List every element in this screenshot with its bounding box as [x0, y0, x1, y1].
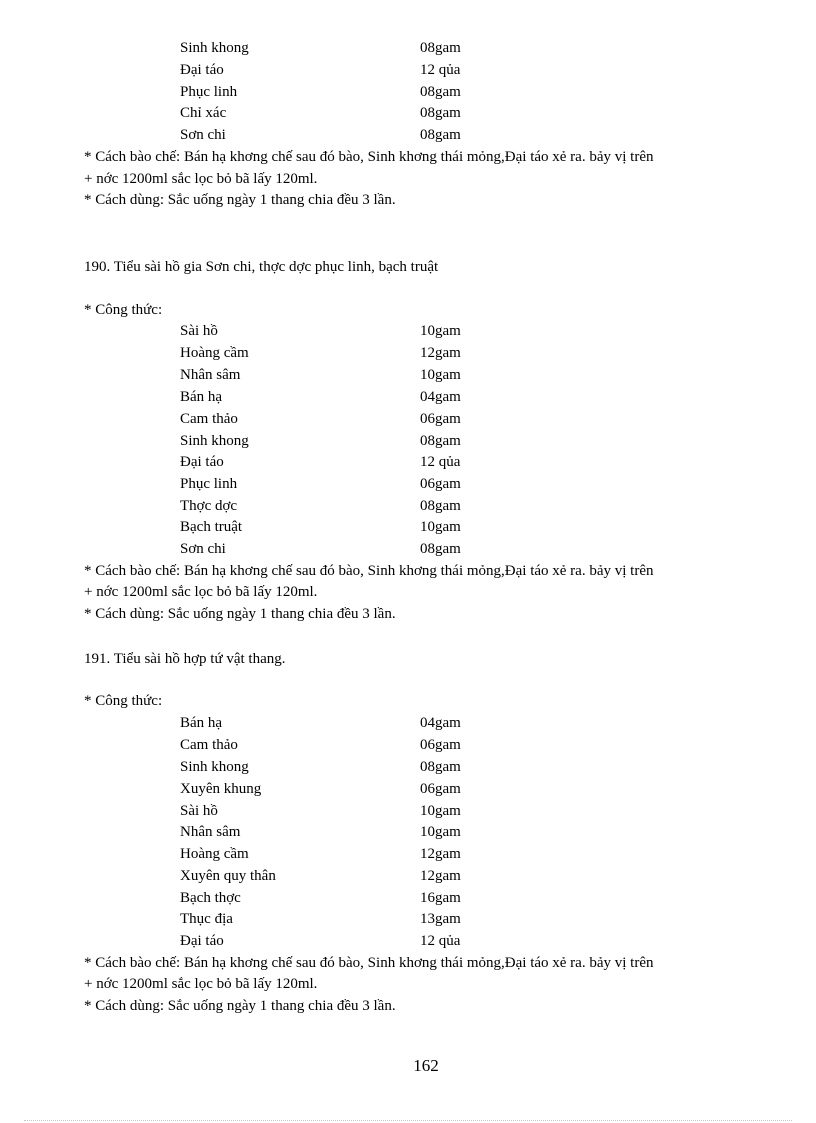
ingredient-row — [0, 887, 816, 909]
ingredient-row — [0, 843, 816, 865]
ingredient-row — [0, 364, 816, 386]
ingredient-name: Xuyên khung — [180, 781, 262, 797]
ingredient-name: Chỉ xác — [180, 105, 227, 121]
ingredient-name: Cam thảo — [180, 737, 238, 753]
ingredient-name: Sài hồ — [180, 803, 218, 819]
ingredient-row — [0, 81, 816, 103]
ingredient-name: Hoàng cầm — [180, 345, 249, 361]
ingredient-qty: 08gam — [420, 105, 461, 121]
ingredient-qty: 06gam — [420, 411, 461, 427]
ingredient-row — [0, 124, 816, 146]
ingredient-qty: 12gam — [420, 846, 461, 862]
ingredient-name: Bạch thợc — [180, 890, 241, 906]
ingredient-name: Phục linh — [180, 84, 238, 100]
ingredient-row — [0, 516, 816, 538]
page-bottom-rule — [24, 1120, 792, 1121]
ingredient-qty: 06gam — [420, 781, 461, 797]
ingredient-row — [0, 37, 816, 59]
recipe-title: 190. Tiểu sài hồ gia Sơn chi, thợc dợc phục linh, bạch truật — [84, 259, 439, 275]
ingredient-qty: 12gam — [420, 345, 461, 361]
ingredient-qty: 08gam — [420, 433, 461, 449]
ingredient-qty: 12 qủa — [420, 933, 461, 949]
ingredient-name: Thục địa — [180, 911, 233, 927]
ingredient-row — [0, 386, 816, 408]
ingredient-row — [0, 930, 816, 952]
ingredient-name: Sài hồ — [180, 323, 218, 339]
ingredient-row — [0, 102, 816, 124]
ingredient-row — [0, 342, 816, 364]
recipe-title: 191. Tiểu sài hồ hợp tứ vật thang. — [84, 651, 286, 667]
ingredient-qty: 10gam — [420, 323, 461, 339]
ingredient-name: Xuyên quy thân — [180, 868, 276, 884]
ingredient-row — [0, 734, 816, 756]
ingredient-name: Bạch truật — [180, 519, 243, 535]
ingredient-name: Sơn chi — [180, 541, 226, 557]
ingredient-row — [0, 800, 816, 822]
ingredient-row — [0, 320, 816, 342]
formula-label: * Công thức: — [84, 302, 163, 318]
ingredient-qty: 08gam — [420, 40, 461, 56]
ingredient-name: Thợc dợc — [180, 498, 238, 514]
ingredient-row — [0, 430, 816, 452]
formula-label: * Công thức: — [84, 693, 163, 709]
usage-line: * Cách dùng: Sắc uống ngày 1 thang chia đều 3 lần. — [84, 192, 396, 208]
ingredient-name: Sinh khong — [180, 433, 249, 449]
ingredient-row — [0, 756, 816, 778]
ingredient-name: Cam thảo — [180, 411, 238, 427]
ingredient-qty: 12 qủa — [420, 62, 461, 78]
ingredient-qty: 08gam — [420, 759, 461, 775]
preparation-line: * Cách bào chế: Bán hạ khơng chế sau đó bào, Sinh khơng thái mỏng,Đại táo xẻ ra. bảy vị trên — [84, 149, 654, 165]
ingredient-qty: 13gam — [420, 911, 461, 927]
ingredient-qty: 06gam — [420, 737, 461, 753]
ingredient-qty: 06gam — [420, 476, 461, 492]
ingredient-name: Bán hạ — [180, 715, 223, 731]
ingredient-qty: 04gam — [420, 715, 461, 731]
ingredient-qty: 08gam — [420, 498, 461, 514]
ingredient-qty: 10gam — [420, 803, 461, 819]
ingredient-name: Sơn chi — [180, 127, 226, 143]
ingredient-row — [0, 408, 816, 430]
ingredient-qty: 08gam — [420, 541, 461, 557]
ingredient-row — [0, 821, 816, 843]
ingredient-name: Phục linh — [180, 476, 238, 492]
ingredient-row — [0, 865, 816, 887]
ingredient-qty: 04gam — [420, 389, 461, 405]
usage-line: * Cách dùng: Sắc uống ngày 1 thang chia đều 3 lần. — [84, 998, 396, 1014]
preparation-line: + nớc 1200ml sắc lọc bỏ bã lấy 120ml. — [84, 584, 318, 600]
preparation-line: * Cách bào chế: Bán hạ khơng chế sau đó bào, Sinh khơng thái mỏng,Đại táo xẻ ra. bảy vị trên — [84, 955, 654, 971]
usage-line: * Cách dùng: Sắc uống ngày 1 thang chia đều 3 lần. — [84, 606, 396, 622]
preparation-line: * Cách bào chế: Bán hạ khơng chế sau đó bào, Sinh khơng thái mỏng,Đại táo xẻ ra. bảy vị trên — [84, 563, 654, 579]
preparation-line: + nớc 1200ml sắc lọc bỏ bã lấy 120ml. — [84, 171, 318, 187]
ingredient-row — [0, 473, 816, 495]
ingredient-name: Đại táo — [180, 454, 224, 470]
ingredient-name: Hoàng cầm — [180, 846, 249, 862]
ingredient-row — [0, 538, 816, 560]
ingredient-row — [0, 451, 816, 473]
ingredient-qty: 12 qủa — [420, 454, 461, 470]
ingredient-qty: 10gam — [420, 824, 461, 840]
ingredient-qty: 12gam — [420, 868, 461, 884]
ingredient-qty: 10gam — [420, 367, 461, 383]
ingredient-qty: 08gam — [420, 84, 461, 100]
ingredient-row — [0, 59, 816, 81]
page-number: 162 — [413, 1056, 439, 1075]
ingredient-qty: 08gam — [420, 127, 461, 143]
ingredient-row — [0, 712, 816, 734]
ingredient-row — [0, 495, 816, 517]
ingredient-row — [0, 908, 816, 930]
ingredient-name: Nhân sâm — [180, 824, 241, 840]
ingredient-name: Sinh khong — [180, 40, 249, 56]
ingredient-qty: 10gam — [420, 519, 461, 535]
preparation-line: + nớc 1200ml sắc lọc bỏ bã lấy 120ml. — [84, 976, 318, 992]
ingredient-qty: 16gam — [420, 890, 461, 906]
ingredient-name: Đại táo — [180, 933, 224, 949]
ingredient-row — [0, 778, 816, 800]
ingredient-name: Nhân sâm — [180, 367, 241, 383]
ingredient-name: Bán hạ — [180, 389, 223, 405]
ingredient-name: Đại táo — [180, 62, 224, 78]
ingredient-name: Sinh khong — [180, 759, 249, 775]
